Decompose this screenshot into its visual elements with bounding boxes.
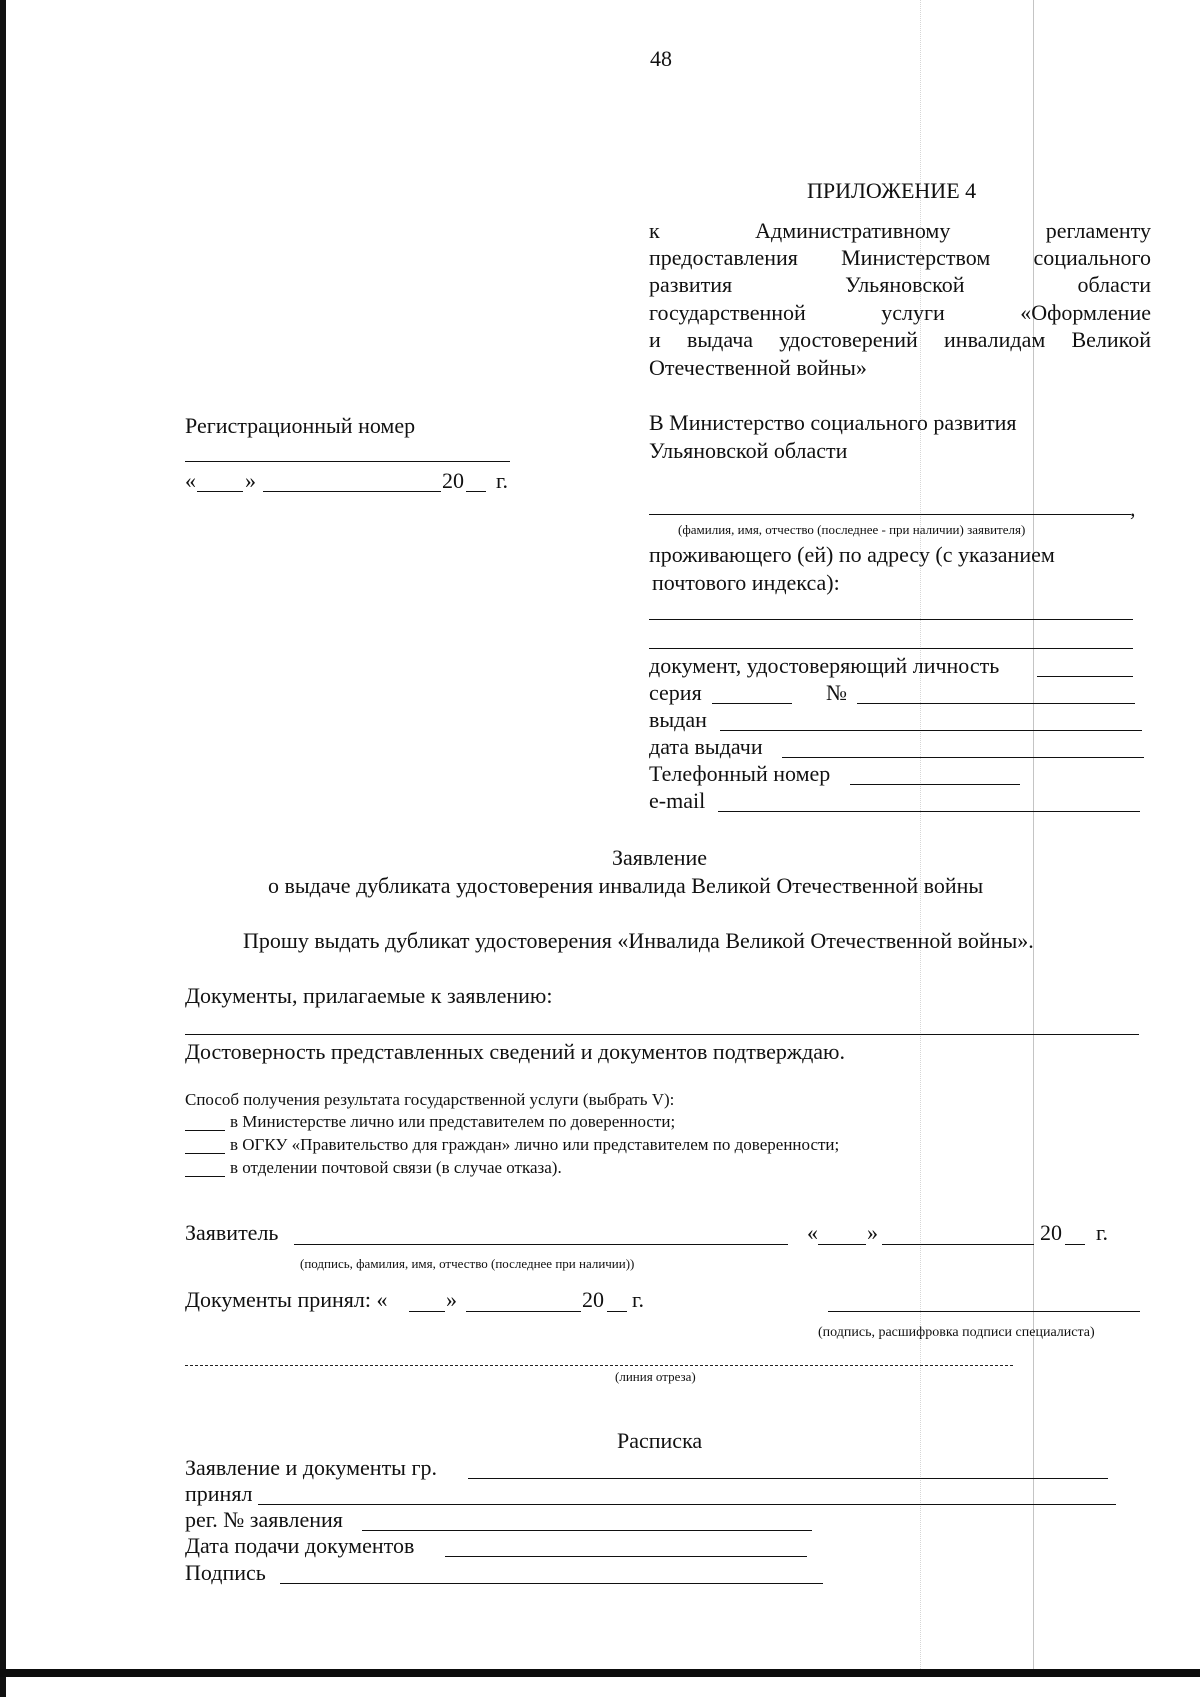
number-sign: № bbox=[826, 680, 847, 705]
registration-year: 20 bbox=[442, 468, 464, 493]
applicant-name-field[interactable] bbox=[649, 514, 1131, 515]
address-field-1[interactable] bbox=[649, 619, 1133, 620]
receipt-field-label: принял bbox=[185, 1481, 253, 1506]
addressee-line: В Министерство социального развития bbox=[649, 410, 1017, 435]
appendix-line: и выдача удостоверений инвалидам Великой bbox=[649, 327, 1151, 352]
registration-year-suffix: г. bbox=[496, 468, 509, 493]
confirm-text: Достоверность представленных сведений и документов подтверждаю. bbox=[185, 1039, 845, 1064]
number-field[interactable] bbox=[857, 703, 1135, 704]
registration-month-field[interactable] bbox=[263, 491, 441, 492]
accepted-day-field[interactable] bbox=[409, 1311, 445, 1312]
applicant-year-suffix: г. bbox=[1096, 1220, 1109, 1245]
applicant-signature-field[interactable] bbox=[294, 1244, 788, 1245]
email-field[interactable] bbox=[718, 811, 1140, 812]
documents-field[interactable] bbox=[185, 1034, 1139, 1035]
registration-date-open: « bbox=[185, 468, 196, 493]
accepted-month-field[interactable] bbox=[466, 1311, 581, 1312]
addressee-line: Ульяновской области bbox=[649, 438, 848, 463]
id-document-label: документ, удостоверяющий личность bbox=[649, 653, 1000, 678]
email-label: e-mail bbox=[649, 788, 706, 813]
receipt-reg-number-field[interactable] bbox=[362, 1530, 812, 1531]
accepted-year-suffix: г. bbox=[632, 1287, 645, 1312]
id-document-field[interactable] bbox=[1037, 676, 1133, 677]
receipt-field-label: Дата подачи документов bbox=[185, 1533, 415, 1558]
series-label: серия bbox=[649, 680, 702, 705]
cut-line bbox=[185, 1365, 1013, 1366]
documents-label: Документы, прилагаемые к заявлению: bbox=[185, 983, 553, 1008]
receipt-accepted-field[interactable] bbox=[258, 1504, 1116, 1505]
issue-date-label: дата выдачи bbox=[649, 734, 763, 759]
receipt-field-label: рег. № заявления bbox=[185, 1507, 343, 1532]
receipt-signature-field[interactable] bbox=[280, 1583, 823, 1584]
applicant-year-field[interactable] bbox=[1065, 1244, 1085, 1245]
statement-subtitle: о выдаче дубликата удостоверения инвалида Великой Отечественной войны bbox=[268, 873, 984, 898]
issued-label: выдан bbox=[649, 707, 707, 732]
statement-title: Заявление bbox=[612, 845, 708, 870]
request-text: Прошу выдать дубликат удостоверения «Инвалида Великой Отечественной войны». bbox=[243, 928, 1034, 953]
registration-date-close: » bbox=[245, 468, 256, 493]
accepted-year: 20 bbox=[582, 1287, 604, 1312]
scan-bottom-edge bbox=[0, 1669, 1200, 1677]
applicant-caption: (подпись, фамилия, имя, отчество (последнее при наличии)) bbox=[300, 1256, 635, 1271]
page-number: 48 bbox=[650, 46, 672, 71]
registration-year-field[interactable] bbox=[466, 491, 486, 492]
method-title: Способ получения результата государственной услуги (выбрать V): bbox=[185, 1090, 675, 1109]
method-option: в Министерстве лично или представителем по доверенности; bbox=[230, 1112, 676, 1131]
applicant-year: 20 bbox=[1040, 1220, 1062, 1245]
method-checkbox-1[interactable] bbox=[185, 1130, 225, 1131]
registration-number-field[interactable] bbox=[185, 461, 510, 462]
specialist-caption: (подпись, расшифровка подписи специалиста) bbox=[818, 1325, 1095, 1340]
receipt-field-label: Заявление и документы гр. bbox=[185, 1455, 437, 1480]
applicant-day-field[interactable] bbox=[818, 1244, 866, 1245]
accepted-year-field[interactable] bbox=[607, 1311, 627, 1312]
receipt-date-field[interactable] bbox=[445, 1556, 807, 1557]
appendix-title: ПРИЛОЖЕНИЕ 4 bbox=[807, 178, 977, 203]
name-comma: , bbox=[1130, 496, 1136, 521]
applicant-label: Заявитель bbox=[185, 1220, 279, 1245]
name-caption: (фамилия, имя, отчество (последнее - при наличии) заявителя) bbox=[678, 522, 1026, 537]
receipt-title: Расписка bbox=[617, 1428, 703, 1453]
applicant-month-field[interactable] bbox=[882, 1244, 1034, 1245]
method-option: в отделении почтовой связи (в случае отказа). bbox=[230, 1158, 562, 1177]
accepted-date-close: » bbox=[446, 1287, 457, 1312]
cut-line-caption: (линия отреза) bbox=[615, 1369, 696, 1384]
registration-day-field[interactable] bbox=[197, 491, 243, 492]
method-checkbox-3[interactable] bbox=[185, 1176, 225, 1177]
address-field-2[interactable] bbox=[649, 648, 1133, 649]
receipt-field-label: Подпись bbox=[185, 1560, 266, 1585]
method-checkbox-2[interactable] bbox=[185, 1153, 225, 1154]
phone-field[interactable] bbox=[850, 784, 1020, 785]
receipt-citizen-field[interactable] bbox=[468, 1478, 1108, 1479]
appendix-line: развития Ульяновской области bbox=[649, 272, 1151, 297]
applicant-date-open: « bbox=[807, 1220, 818, 1245]
method-option: в ОГКУ «Правительство для граждан» лично или представителем по доверенности; bbox=[230, 1135, 840, 1154]
specialist-signature-field[interactable] bbox=[828, 1311, 1140, 1312]
phone-label: Телефонный номер bbox=[649, 761, 831, 786]
applicant-date-close: » bbox=[867, 1220, 878, 1245]
series-field[interactable] bbox=[712, 703, 792, 704]
accepted-label: Документы принял: « bbox=[185, 1287, 388, 1312]
appendix-line: Отечественной войны» bbox=[649, 355, 867, 380]
registration-label: Регистрационный номер bbox=[185, 413, 416, 438]
appendix-line: предоставления Министерством социального bbox=[649, 245, 1151, 270]
appendix-line: государственной услуги «Оформление bbox=[649, 300, 1151, 325]
issue-date-field[interactable] bbox=[782, 757, 1144, 758]
appendix-line: к Административному регламенту bbox=[649, 218, 1151, 243]
address-label-2: почтового индекса): bbox=[652, 570, 840, 595]
issued-field[interactable] bbox=[720, 730, 1142, 731]
address-label: проживающего (ей) по адресу (с указанием bbox=[649, 542, 1055, 567]
scan-left-edge bbox=[0, 0, 6, 1697]
